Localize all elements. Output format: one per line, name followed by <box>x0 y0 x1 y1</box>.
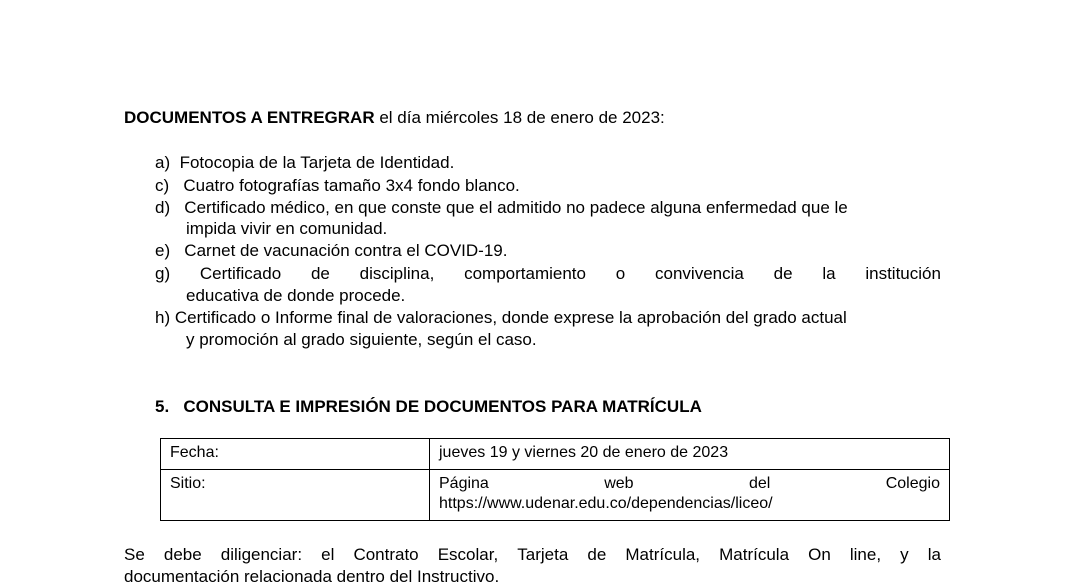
table-row <box>161 439 950 470</box>
site-word: Página <box>439 475 489 492</box>
section-heading <box>155 397 702 417</box>
closing-word: Escolar, <box>437 545 499 564</box>
intro-heading: DOCUMENTOS A ENTREGRAR <box>124 108 375 127</box>
closing-word: Matrícula <box>719 545 790 564</box>
list-item <box>155 264 941 284</box>
list-text-continuation: y promoción al grado siguiente, según el caso. <box>186 330 537 349</box>
list-word: disciplina, <box>359 264 435 283</box>
list-marker: d) <box>155 198 171 217</box>
list-text: Certificado o Informe final de valoraciones, donde exprese la aprobación del grado actual <box>174 308 847 327</box>
list-marker: c) <box>155 176 170 195</box>
schedule-table <box>160 438 950 521</box>
list-item <box>155 176 941 196</box>
list-marker: a) <box>155 153 171 172</box>
intro-paragraph <box>124 108 665 128</box>
list-text-continuation: educativa de donde procede. <box>186 286 406 305</box>
list-text: Carnet de vacunación contra el COVID-19. <box>184 241 508 260</box>
closing-paragraph-line2: documentación relacionada dentro del Instructivo. <box>124 567 500 586</box>
closing-word: Matrícula, <box>625 545 701 564</box>
closing-word: Se <box>124 545 145 564</box>
closing-word: la <box>927 545 941 564</box>
list-marker: e) <box>155 241 171 260</box>
table-cell-value <box>430 470 950 521</box>
list-text: Fotocopia de la Tarjeta de Identidad. <box>179 153 455 172</box>
closing-word: diligenciar: <box>220 545 303 564</box>
closing-word: debe <box>163 545 202 564</box>
site-description <box>439 474 940 494</box>
list-word: o <box>615 264 626 283</box>
list-text-continuation: impida vivir en comunidad. <box>186 219 388 238</box>
table-cell-label: Sitio: <box>161 470 430 521</box>
list-marker: g) <box>155 264 171 283</box>
section-title: CONSULTA E IMPRESIÓN DE DOCUMENTOS PARA MATRÍCULA <box>183 397 702 416</box>
closing-word: y <box>900 545 909 564</box>
table-cell-label: Fecha: <box>161 439 430 470</box>
list-word: comportamiento <box>464 264 586 283</box>
closing-word: Contrato <box>353 545 419 564</box>
site-word: web <box>604 475 634 492</box>
table-cell-value: jueves 19 y viernes 20 de enero de 2023 <box>430 439 950 470</box>
closing-word: el <box>321 545 335 564</box>
section-number: 5. <box>155 397 170 416</box>
table-row <box>161 470 950 521</box>
closing-word: line, <box>849 545 882 564</box>
closing-word: Tarjeta <box>517 545 569 564</box>
list-text: Cuatro fotografías tamaño 3x4 fondo blanco. <box>183 176 520 195</box>
list-word: de <box>773 264 793 283</box>
site-word: Colegio <box>885 475 940 492</box>
list-word: convivencia <box>655 264 744 283</box>
list-item <box>155 241 941 261</box>
list-item <box>155 308 847 328</box>
site-url: https://www.udenar.edu.co/dependencias/liceo/ <box>439 495 773 512</box>
list-word: de <box>310 264 330 283</box>
closing-paragraph <box>124 545 941 565</box>
closing-word: On <box>808 545 831 564</box>
list-item <box>155 198 941 218</box>
list-word: la <box>822 264 836 283</box>
site-word: del <box>748 475 771 492</box>
list-text: Certificado médico, en que conste que el admitido no padece alguna enfermedad que le <box>184 198 848 217</box>
list-word: Certificado <box>199 264 282 283</box>
list-marker: h) <box>155 308 171 327</box>
closing-word: de <box>587 545 607 564</box>
intro-text: el día miércoles 18 de enero de 2023: <box>379 108 665 127</box>
list-word: institución <box>865 264 941 283</box>
list-item <box>155 153 941 173</box>
